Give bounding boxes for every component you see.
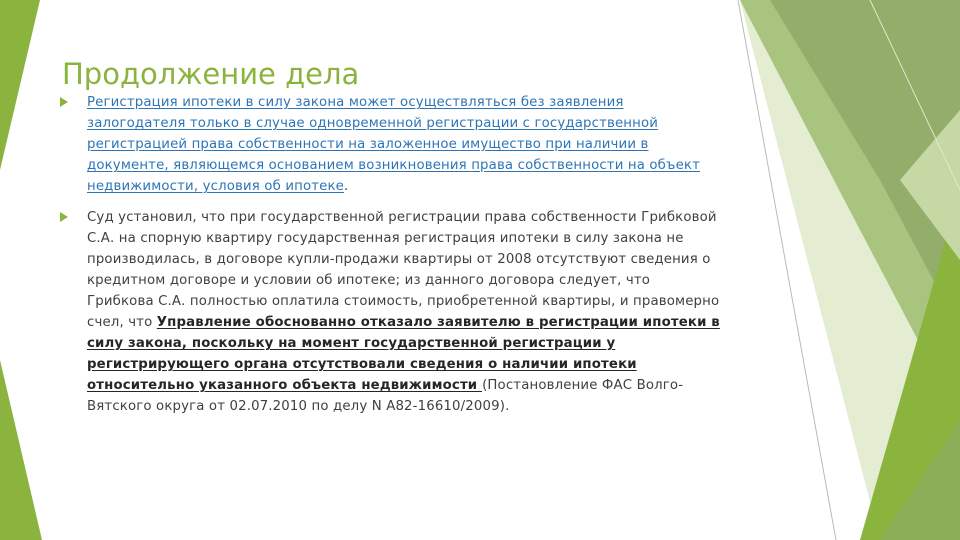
slide-title: Продолжение дела: [62, 57, 360, 91]
left-accent-shape-top: [0, 0, 40, 170]
bullet-item-2: [60, 207, 720, 417]
triangle-bullet-icon: [60, 212, 68, 222]
court-citation-text: (Постановление ФАС Волго-Вятского округа от 02.07.2010 по делу N А82-16610/2009).: [87, 378, 684, 414]
bullet-item-1: [60, 92, 720, 197]
bullet-list: [60, 92, 720, 427]
bullet-1-trailing: .: [343, 179, 349, 194]
triangle-bullet-icon: [60, 97, 68, 107]
left-accent-shape-bottom: [0, 360, 42, 540]
court-conclusion-text: Управление обоснованно отказало заявителю в регистрации ипотеки в силу закона, поскольку на момент государственной регистрации у регистрирующего органа отсутствовали сведения о наличии ипотеки относительно указанного объекта недвижимости: [87, 315, 720, 393]
court-finding-text: Суд установил, что при государственной регистрации права собственности Грибковой С.А. на спорную квартиру государственная регистрация ипотеки в силу закона не производилась, в договоре купли-продажи квартиры от 2008 отсутствуют сведения о кредитном договоре и условии об ипотеке; из данного договора следует, что Грибкова С.А. полностью оплатила стоимость, приобретенной квартиры, и правомерно счел, что: [87, 210, 720, 330]
mortgage-registration-link[interactable]: Регистрация ипотеки в силу закона может осуществляться без заявления залогодателя только в случае одновременной регистрации с государственной регистрацией права собственности на заложенное имущество при наличии в документе, являющемся основанием возникновения права собственности на объект недвижимости, условия об ипотеке: [87, 95, 700, 194]
